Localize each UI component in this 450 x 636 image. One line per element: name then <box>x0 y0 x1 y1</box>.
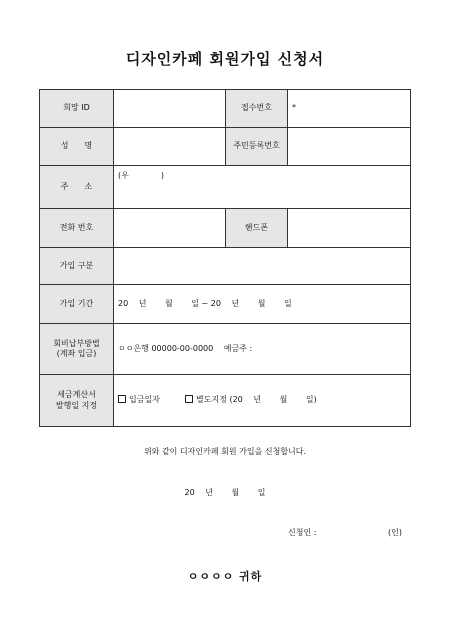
deposit-date-label: 입금일자 <box>129 395 160 405</box>
mobile-field[interactable] <box>288 209 411 248</box>
resident-no-field[interactable] <box>288 128 411 166</box>
applicant-label: 신청인 : <box>288 528 317 537</box>
receipt-no-field[interactable]: * <box>288 90 411 128</box>
receipt-no-label: 접수번호 <box>226 90 288 128</box>
row-period <box>40 285 411 324</box>
name-label: 성 명 <box>40 128 114 166</box>
member-id-field[interactable] <box>114 90 226 128</box>
member-id-label: 희망 ID <box>40 90 114 128</box>
period-field[interactable]: 20 년 월 일 ~ 20 년 월 일 <box>114 285 411 324</box>
tax-invoice-label <box>40 375 114 427</box>
application-form-table <box>39 89 411 427</box>
document-title: 디자인카페 회원가입 신청서 <box>125 50 325 68</box>
address-label: 주 소 <box>40 166 114 209</box>
deposit-date-option[interactable] <box>118 395 160 404</box>
row-member-id <box>40 90 411 128</box>
payment-label-line2: (계좌 입금) <box>56 349 97 358</box>
resident-no-label: 주민등록번호 <box>226 128 288 166</box>
row-address <box>40 166 411 209</box>
seal-mark: (인) <box>388 528 402 537</box>
phone-field[interactable] <box>114 209 226 248</box>
payment-field: ㅇㅇ은행 00000-00-0000 예금주 : <box>114 324 411 375</box>
name-field[interactable] <box>114 128 226 166</box>
tax-label-line1: 세금계산서 <box>57 390 96 400</box>
checkbox-icon[interactable] <box>185 395 193 403</box>
payment-label-line1: 회비납부방법 <box>53 338 100 348</box>
mobile-label: 핸드폰 <box>226 209 288 248</box>
address-field[interactable]: (우 ) <box>114 166 411 209</box>
custom-date-label: 별도지정 (20 년 월 일) <box>196 395 317 405</box>
addressee: ㅇㅇㅇㅇ 귀하 <box>187 570 263 583</box>
statement-text: 위와 같이 디자인카페 회원 가입을 신청합니다. <box>143 447 307 456</box>
tax-invoice-options <box>114 375 411 427</box>
checkbox-icon[interactable] <box>118 395 126 403</box>
row-phone <box>40 209 411 248</box>
row-name <box>40 128 411 166</box>
custom-date-option[interactable] <box>185 395 317 404</box>
period-label: 가입 기간 <box>40 285 114 324</box>
phone-label: 전화 번호 <box>40 209 114 248</box>
row-payment <box>40 324 411 375</box>
join-type-label: 가입 구분 <box>40 248 114 285</box>
row-join-type <box>40 248 411 285</box>
tax-label-line2: 발행일 지정 <box>55 400 98 410</box>
application-date: 20 년 월 일 <box>184 488 266 497</box>
row-tax-invoice <box>40 375 411 427</box>
payment-label <box>40 324 114 375</box>
join-type-field[interactable] <box>114 248 411 285</box>
